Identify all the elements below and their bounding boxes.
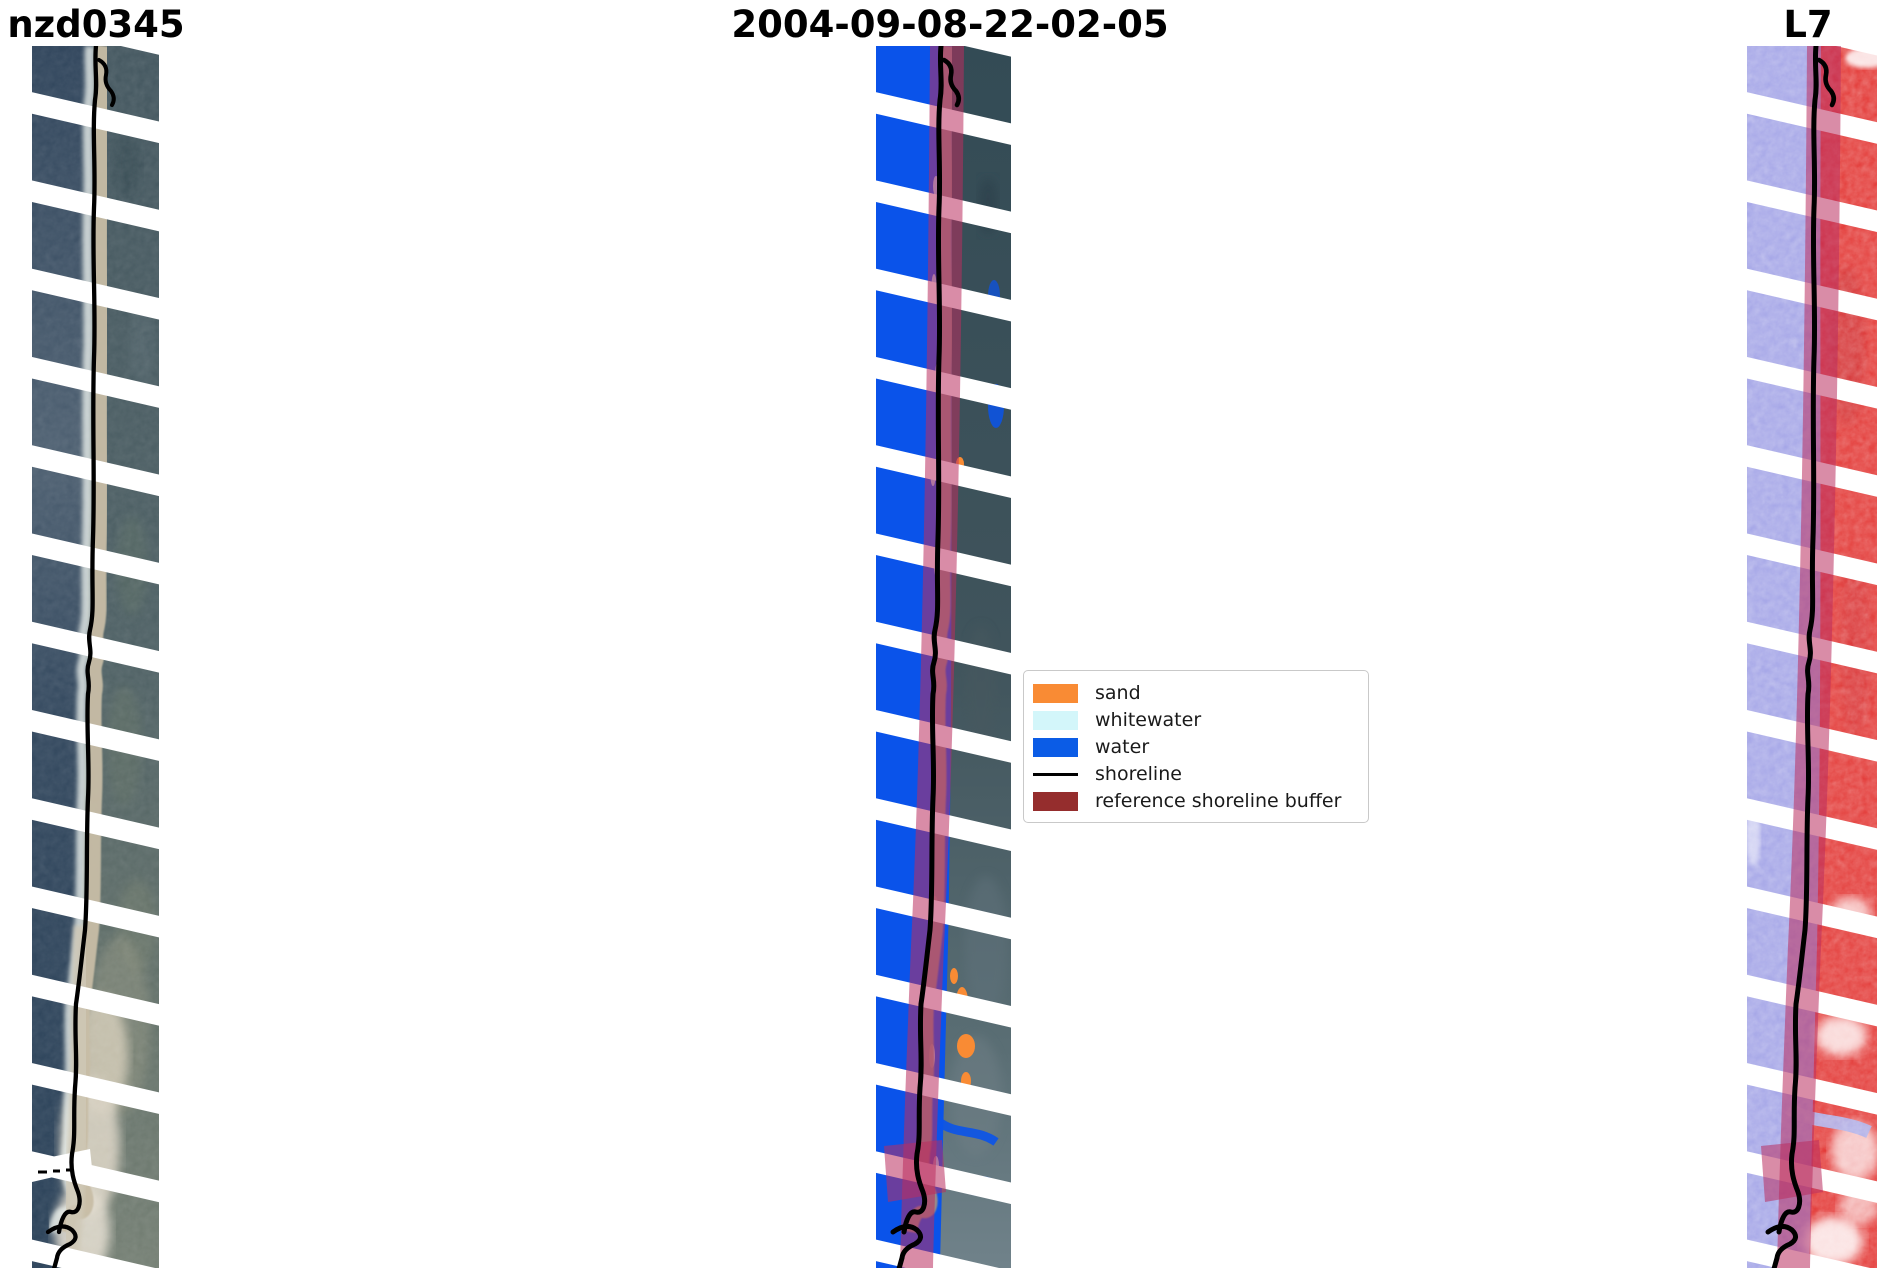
classified-strip-image <box>876 46 1011 1268</box>
legend-item-water <box>1033 737 1358 757</box>
legend-item-shoreline <box>1033 764 1358 784</box>
shoreline-swatch-line <box>1033 773 1078 776</box>
classified-strip-svg <box>876 46 1011 1268</box>
whitewater-swatch <box>1033 711 1078 730</box>
legend-label: sand <box>1095 682 1141 704</box>
legend <box>1023 670 1369 823</box>
rgb-strip-svg <box>32 46 159 1268</box>
falsecolour-strip-image <box>1747 46 1877 1268</box>
legend-item-whitewater <box>1033 710 1358 730</box>
sand-swatch <box>1033 684 1078 703</box>
shoreline-swatch <box>1033 765 1078 784</box>
legend-label: shoreline <box>1095 763 1182 785</box>
legend-label: whitewater <box>1095 709 1202 731</box>
falsecolour-strip-svg <box>1747 46 1877 1268</box>
legend-label: water <box>1095 736 1150 758</box>
panel-title-satellite: L7 <box>1783 3 1833 46</box>
rgb-strip-image <box>32 46 159 1268</box>
reference-buffer-swatch <box>1033 792 1078 811</box>
panel-title-site: nzd0345 <box>7 3 185 46</box>
legend-label: reference shoreline buffer <box>1095 790 1342 812</box>
panel-title-date: 2004-09-08-22-02-05 <box>731 3 1169 46</box>
water-swatch <box>1033 738 1078 757</box>
legend-item-sand <box>1033 683 1358 703</box>
legend-item-reference-buffer <box>1033 791 1358 811</box>
